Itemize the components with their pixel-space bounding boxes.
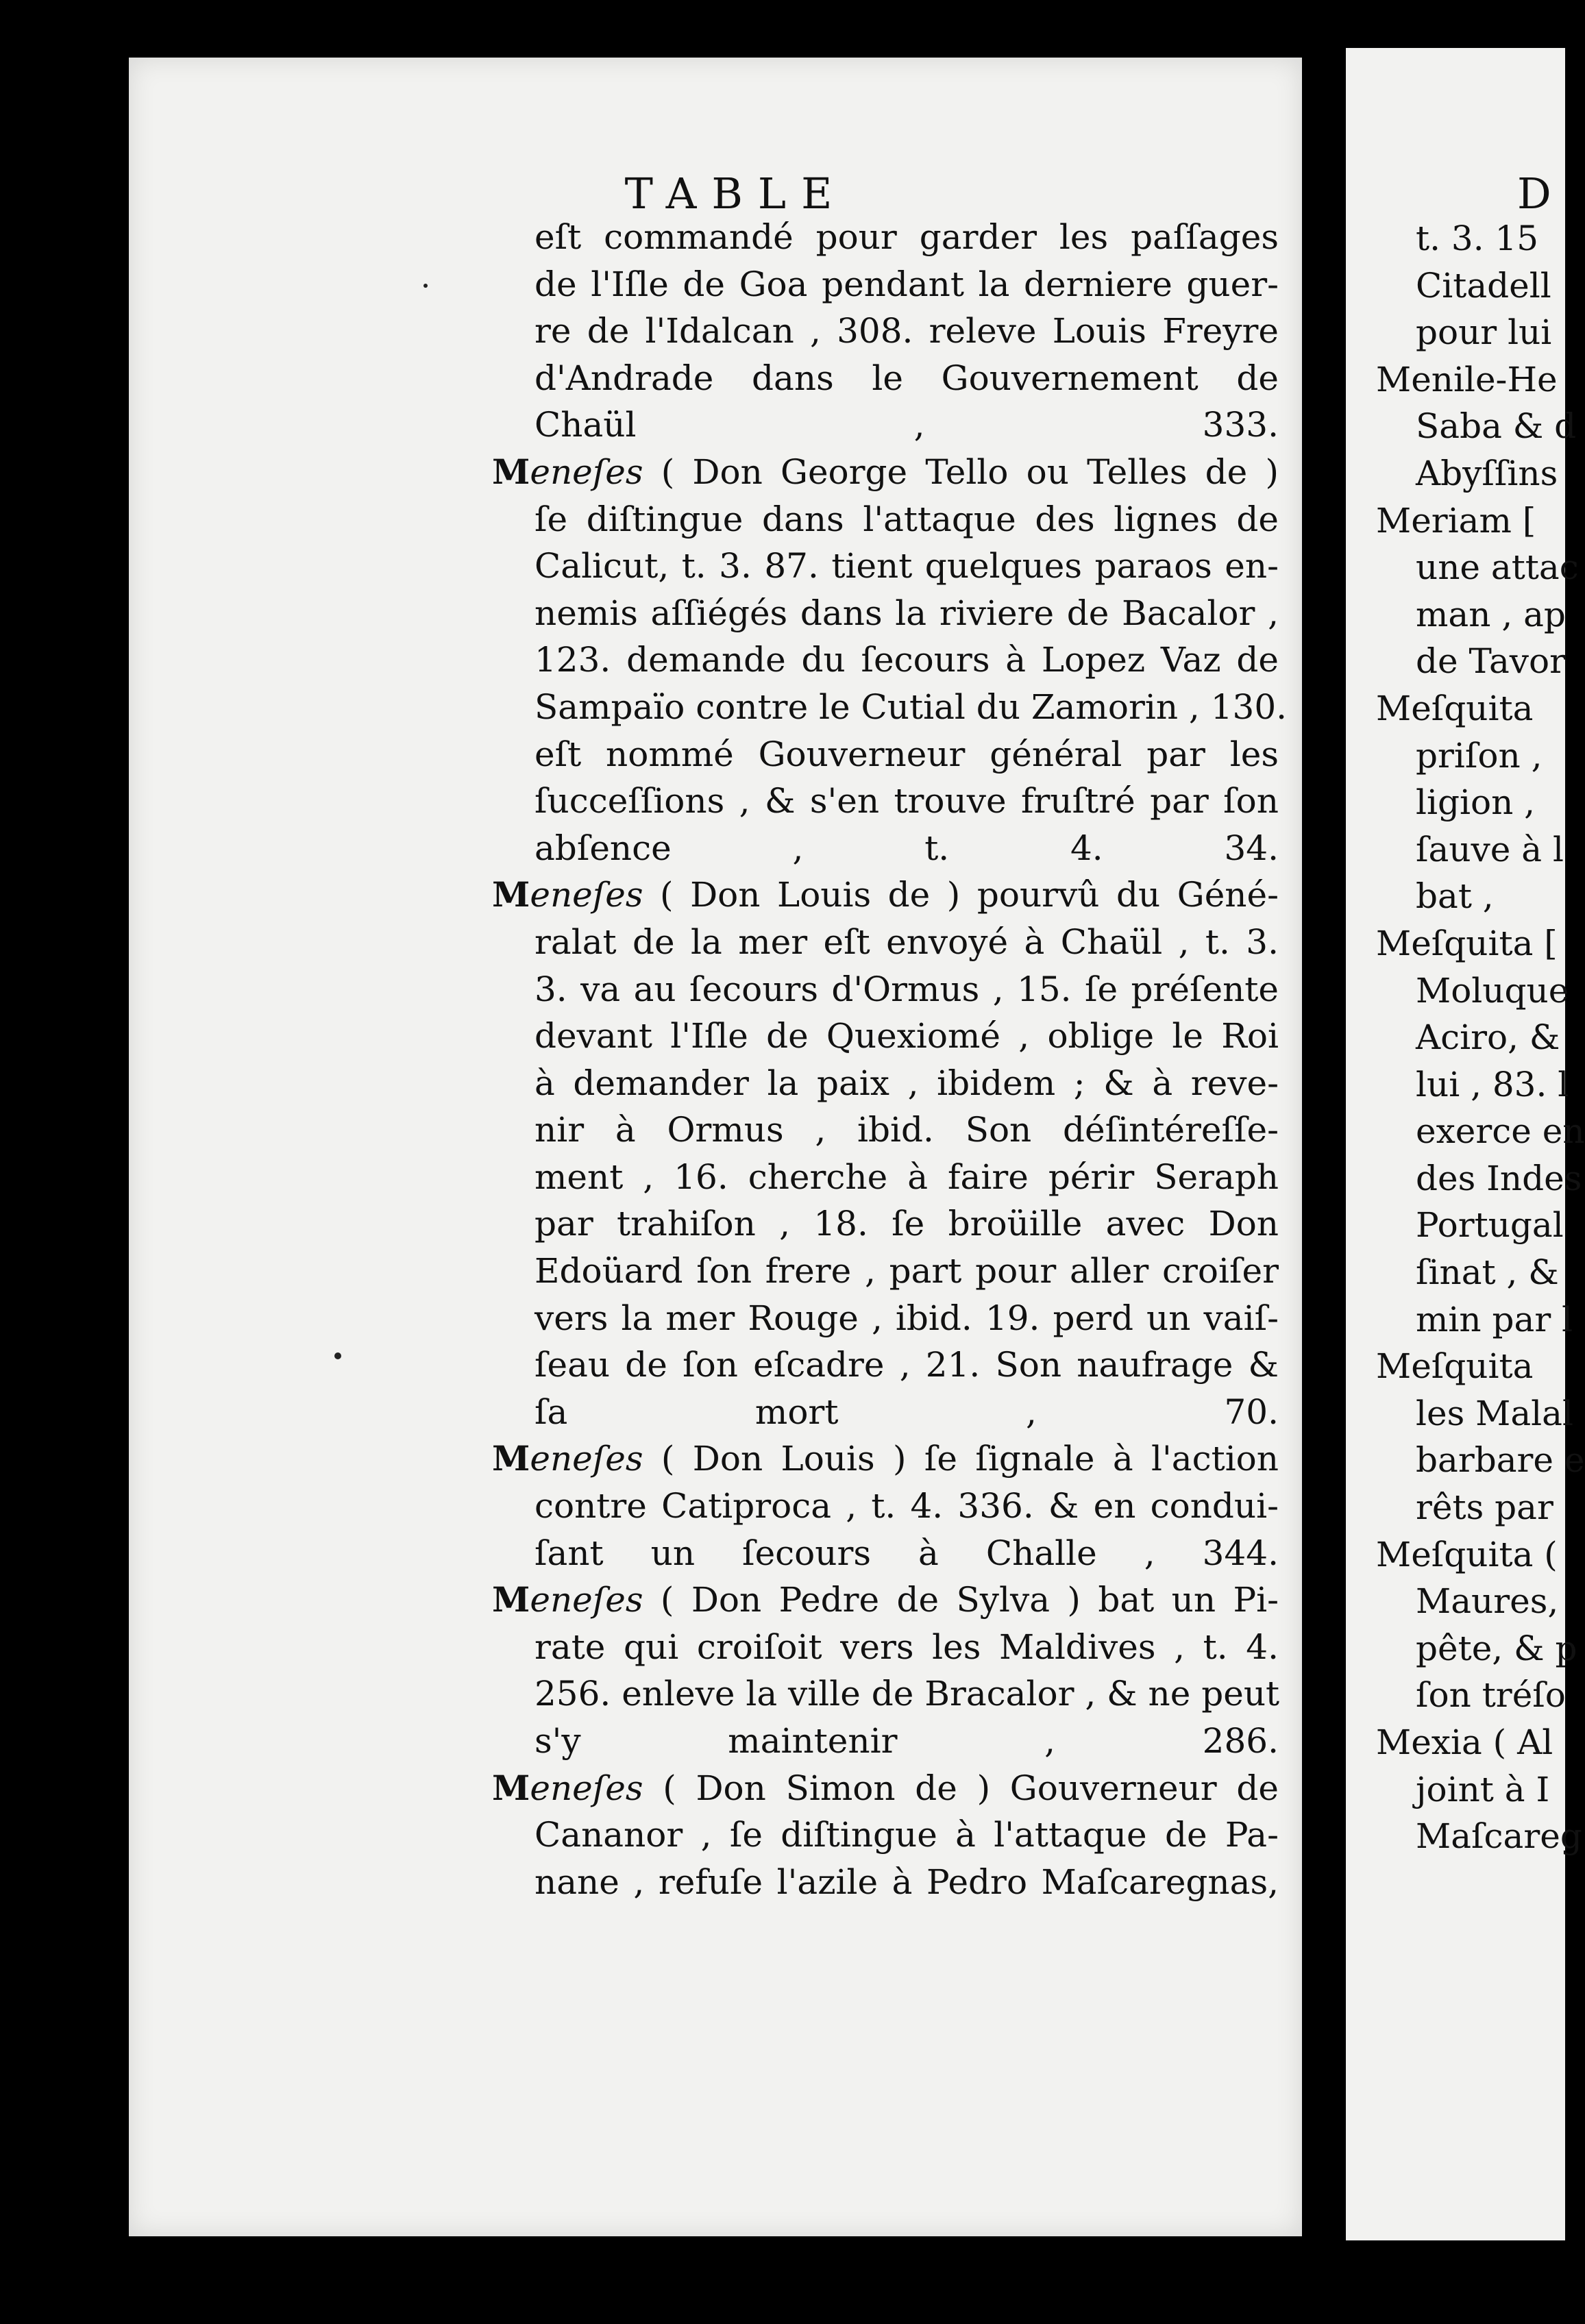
- index-line: [1376, 638, 1585, 685]
- index-line: [492, 543, 1279, 590]
- entry-text: Mexia ( Al: [1376, 1722, 1553, 1762]
- entry-text: Meſquita: [1376, 1346, 1534, 1387]
- index-line: [492, 496, 1279, 543]
- entry-text: ſinat , &: [1416, 1252, 1559, 1293]
- entry-text: ligion ,: [1416, 782, 1536, 823]
- index-line: [1376, 450, 1585, 497]
- entry-text: ſucceſſions , & s'en trouve fruſtré par ſon: [535, 781, 1279, 821]
- index-line: [1376, 309, 1585, 356]
- entry-text: eſt commandé pour garder les paſſages: [535, 217, 1279, 257]
- index-line: [1376, 1390, 1585, 1437]
- entry-text: ( Don Louis de ) pourvû du Géné-: [660, 875, 1279, 915]
- entry-text: de Tavor: [1416, 641, 1566, 682]
- index-line: [1376, 1296, 1585, 1344]
- entry-text: Saba & d: [1416, 406, 1577, 447]
- index-line: [492, 1154, 1279, 1201]
- index-line: [1376, 1672, 1585, 1719]
- index-line: [492, 1435, 1279, 1483]
- entry-text: t. 3. 15: [1416, 219, 1539, 258]
- index-line: [1376, 732, 1585, 780]
- index-line: [1376, 1813, 1585, 1860]
- entry-text: Meſquita (: [1376, 1534, 1558, 1574]
- right-page: [1346, 48, 1585, 2240]
- index-line: [1376, 1014, 1585, 1061]
- index-line: [1376, 1249, 1585, 1296]
- entry-text: Meſquita: [1376, 688, 1534, 728]
- index-line: [1376, 1155, 1585, 1202]
- index-line: [1376, 215, 1585, 262]
- index-line: [1376, 356, 1585, 404]
- entry-text: pête, & p: [1416, 1628, 1577, 1668]
- index-line: [1376, 920, 1585, 967]
- ink-speck: [334, 1352, 341, 1359]
- entry-text: à demander la paix , ibidem ; & à reve-: [535, 1063, 1279, 1103]
- index-line: [1376, 1484, 1585, 1531]
- index-line: [492, 1013, 1279, 1060]
- index-line: [1376, 779, 1585, 826]
- entry-text: rêts par: [1416, 1487, 1553, 1528]
- entry-text: ſe diſtingue dans l'attaque des lignes de: [535, 499, 1279, 539]
- entry-text: Sampaïo contre le Cutial du Zamorin , 130.: [535, 687, 1288, 727]
- index-line: [492, 590, 1279, 637]
- entry-text: par trahiſon , 18. ſe broüille avec Don: [535, 1204, 1279, 1244]
- index-line: [1376, 1202, 1585, 1249]
- index-line: [1376, 403, 1585, 450]
- index-line: [492, 1670, 1279, 1718]
- entry-text: ralat de la mer eſt envoyé à Chaül , t. 3.: [535, 922, 1279, 962]
- entry-text: re de l'Idalcan , 308. releve Louis Freyre: [535, 311, 1279, 351]
- entry-text: ( Don Simon de ) Gouverneur de: [663, 1768, 1279, 1808]
- entry-text: bat ,: [1416, 876, 1494, 917]
- entry-text: ( Don Pedre de Sylva ) bat un Pi-: [660, 1580, 1279, 1620]
- index-line: [492, 919, 1279, 966]
- entry-text: ſon tréſo: [1416, 1675, 1566, 1716]
- entry-text: ſant un ſecours à Challe , 344.: [535, 1533, 1279, 1573]
- entry-text: Meſquita [: [1376, 923, 1558, 963]
- index-line: [492, 1765, 1279, 1812]
- entry-headword: Meneſes: [492, 1579, 643, 1620]
- entry-text: ſauve à l: [1416, 829, 1564, 869]
- entry-headword: Meneſes: [492, 1767, 643, 1808]
- entry-text: nir à Ormus , ibid. Son déſintéreſſe-: [535, 1110, 1279, 1150]
- entry-text: nane , refuſe l'azile à Pedro Maſcaregnas,: [535, 1862, 1279, 1902]
- index-line: [492, 1577, 1279, 1624]
- index-line: [1376, 1108, 1585, 1155]
- entry-text: Menile-He: [1376, 359, 1558, 399]
- entry-text: ( Don George Tello ou Telles de ): [661, 452, 1279, 492]
- index-line: [1376, 1625, 1585, 1672]
- index-line: [1376, 826, 1585, 874]
- index-line: [492, 1718, 1279, 1765]
- entry-text: Edoüard ſon frere , part pour aller croiſer: [535, 1251, 1279, 1291]
- entry-text: d'Andrade dans le Gouvernement de: [535, 358, 1279, 398]
- entry-headword: Meneſes: [492, 451, 643, 492]
- running-head-right: D: [1517, 169, 1565, 219]
- index-line: [1376, 544, 1585, 591]
- entry-text: contre Catiproca , t. 4. 336. & en condui-: [535, 1486, 1279, 1526]
- entry-text: devant l'Iſle de Quexiomé , oblige le Roi: [535, 1016, 1279, 1056]
- entry-headword: Meneſes: [492, 874, 643, 915]
- index-line: [492, 1107, 1279, 1154]
- entry-text: Citadell: [1416, 265, 1551, 306]
- index-line: [1376, 873, 1585, 920]
- index-line: [1376, 685, 1585, 732]
- index-entries: [492, 214, 1288, 1905]
- index-line: [492, 684, 1288, 731]
- index-line: [492, 731, 1279, 778]
- index-line: [1376, 1061, 1585, 1109]
- index-entries-right: [1376, 215, 1585, 1860]
- index-line: [492, 1248, 1279, 1295]
- index-line: [1376, 1437, 1585, 1484]
- entry-text: des Indes: [1416, 1158, 1582, 1198]
- entry-text: min par l: [1416, 1299, 1573, 1339]
- entry-text: exerce en: [1416, 1111, 1585, 1152]
- index-line: [492, 1859, 1279, 1906]
- entry-text: 256. enleve la ville de Bracalor , & ne peut: [535, 1674, 1280, 1714]
- entry-text: abſence , t. 4. 34.: [535, 828, 1279, 868]
- left-page: [129, 58, 1302, 2236]
- entry-text: ſa mort , 70.: [535, 1392, 1279, 1432]
- index-line: [492, 1200, 1279, 1248]
- index-line: [492, 308, 1279, 355]
- index-line: [492, 1624, 1279, 1671]
- entry-text: pour lui: [1416, 312, 1552, 353]
- entry-text: s'y maintenir , 286.: [535, 1721, 1279, 1761]
- entry-text: les Malal: [1416, 1393, 1573, 1433]
- index-line: [492, 401, 1279, 449]
- index-line: [492, 1389, 1279, 1436]
- index-line: [492, 1812, 1279, 1859]
- entry-text: 3. va au ſecours d'Ormus , 15. ſe préſente: [535, 969, 1279, 1009]
- entry-text: Aciro, &: [1416, 1017, 1560, 1058]
- entry-text: ( Don Louis ) ſe ſignale à l'action: [661, 1439, 1279, 1479]
- entry-text: Abyſſins: [1416, 453, 1558, 493]
- index-line: [492, 778, 1279, 825]
- entry-text: 123. demande du ſecours à Lopez Vaz de: [535, 640, 1279, 680]
- index-line: [1376, 1578, 1585, 1625]
- index-line: [492, 825, 1279, 872]
- index-line: [492, 1530, 1279, 1577]
- entry-headword: Meneſes: [492, 1438, 643, 1479]
- entry-text: ſeau de ſon eſcadre , 21. Son naufrage &: [535, 1345, 1279, 1385]
- entry-text: nemis aſſiégés dans la riviere de Bacalor ,: [535, 593, 1279, 633]
- index-line: [492, 1295, 1279, 1342]
- index-line: [1376, 1343, 1585, 1390]
- running-head: TABLE: [624, 169, 848, 219]
- entry-text: eſt nommé Gouverneur général par les: [535, 734, 1279, 774]
- index-line: [492, 1342, 1279, 1389]
- entry-text: Maures,: [1416, 1581, 1559, 1622]
- index-line: [1376, 1766, 1585, 1814]
- entry-text: Portugal: [1416, 1205, 1564, 1246]
- index-line: [492, 1483, 1279, 1530]
- entry-text: Cananor , ſe diſtingue à l'attaque de Pa-: [535, 1815, 1279, 1855]
- index-line: [492, 872, 1279, 919]
- index-line: [492, 636, 1279, 684]
- entry-text: vers la mer Rouge , ibid. 19. perd un vaiſ-: [535, 1298, 1279, 1338]
- ink-speck: [423, 284, 428, 288]
- index-line: [492, 261, 1279, 308]
- entry-text: Calicut, t. 3. 87. tient quelques paraos en-: [535, 546, 1279, 586]
- index-line: [1376, 1719, 1585, 1766]
- index-line: [492, 1060, 1279, 1107]
- index-line: [492, 214, 1279, 261]
- entry-text: priſon ,: [1416, 735, 1543, 776]
- entry-text: lui , 83. l: [1416, 1064, 1569, 1104]
- book-gutter: [1302, 0, 1346, 2324]
- entry-text: barbare e: [1416, 1440, 1585, 1481]
- entry-text: man , ap: [1416, 594, 1566, 634]
- entry-text: une attac: [1416, 547, 1579, 588]
- entry-text: Moluque: [1416, 970, 1569, 1011]
- index-line: [1376, 497, 1585, 545]
- entry-text: Maſcareg: [1416, 1816, 1582, 1857]
- entry-text: de l'Iſle de Goa pendant la derniere guer-: [535, 264, 1279, 304]
- index-line: [492, 966, 1279, 1013]
- index-line: [1376, 262, 1585, 310]
- entry-text: Meriam [: [1376, 500, 1536, 541]
- entry-text: ment , 16. cherche à faire périr Seraph: [535, 1157, 1279, 1197]
- index-line: [1376, 591, 1585, 639]
- index-line: [492, 449, 1279, 496]
- entry-text: Chaül , 333.: [535, 405, 1279, 445]
- entry-text: rate qui croiſoit vers les Maldives , t. 4.: [535, 1627, 1279, 1667]
- index-line: [492, 355, 1279, 402]
- index-line: [1376, 967, 1585, 1015]
- index-line: [1376, 1531, 1585, 1579]
- entry-text: joint à I: [1416, 1769, 1550, 1809]
